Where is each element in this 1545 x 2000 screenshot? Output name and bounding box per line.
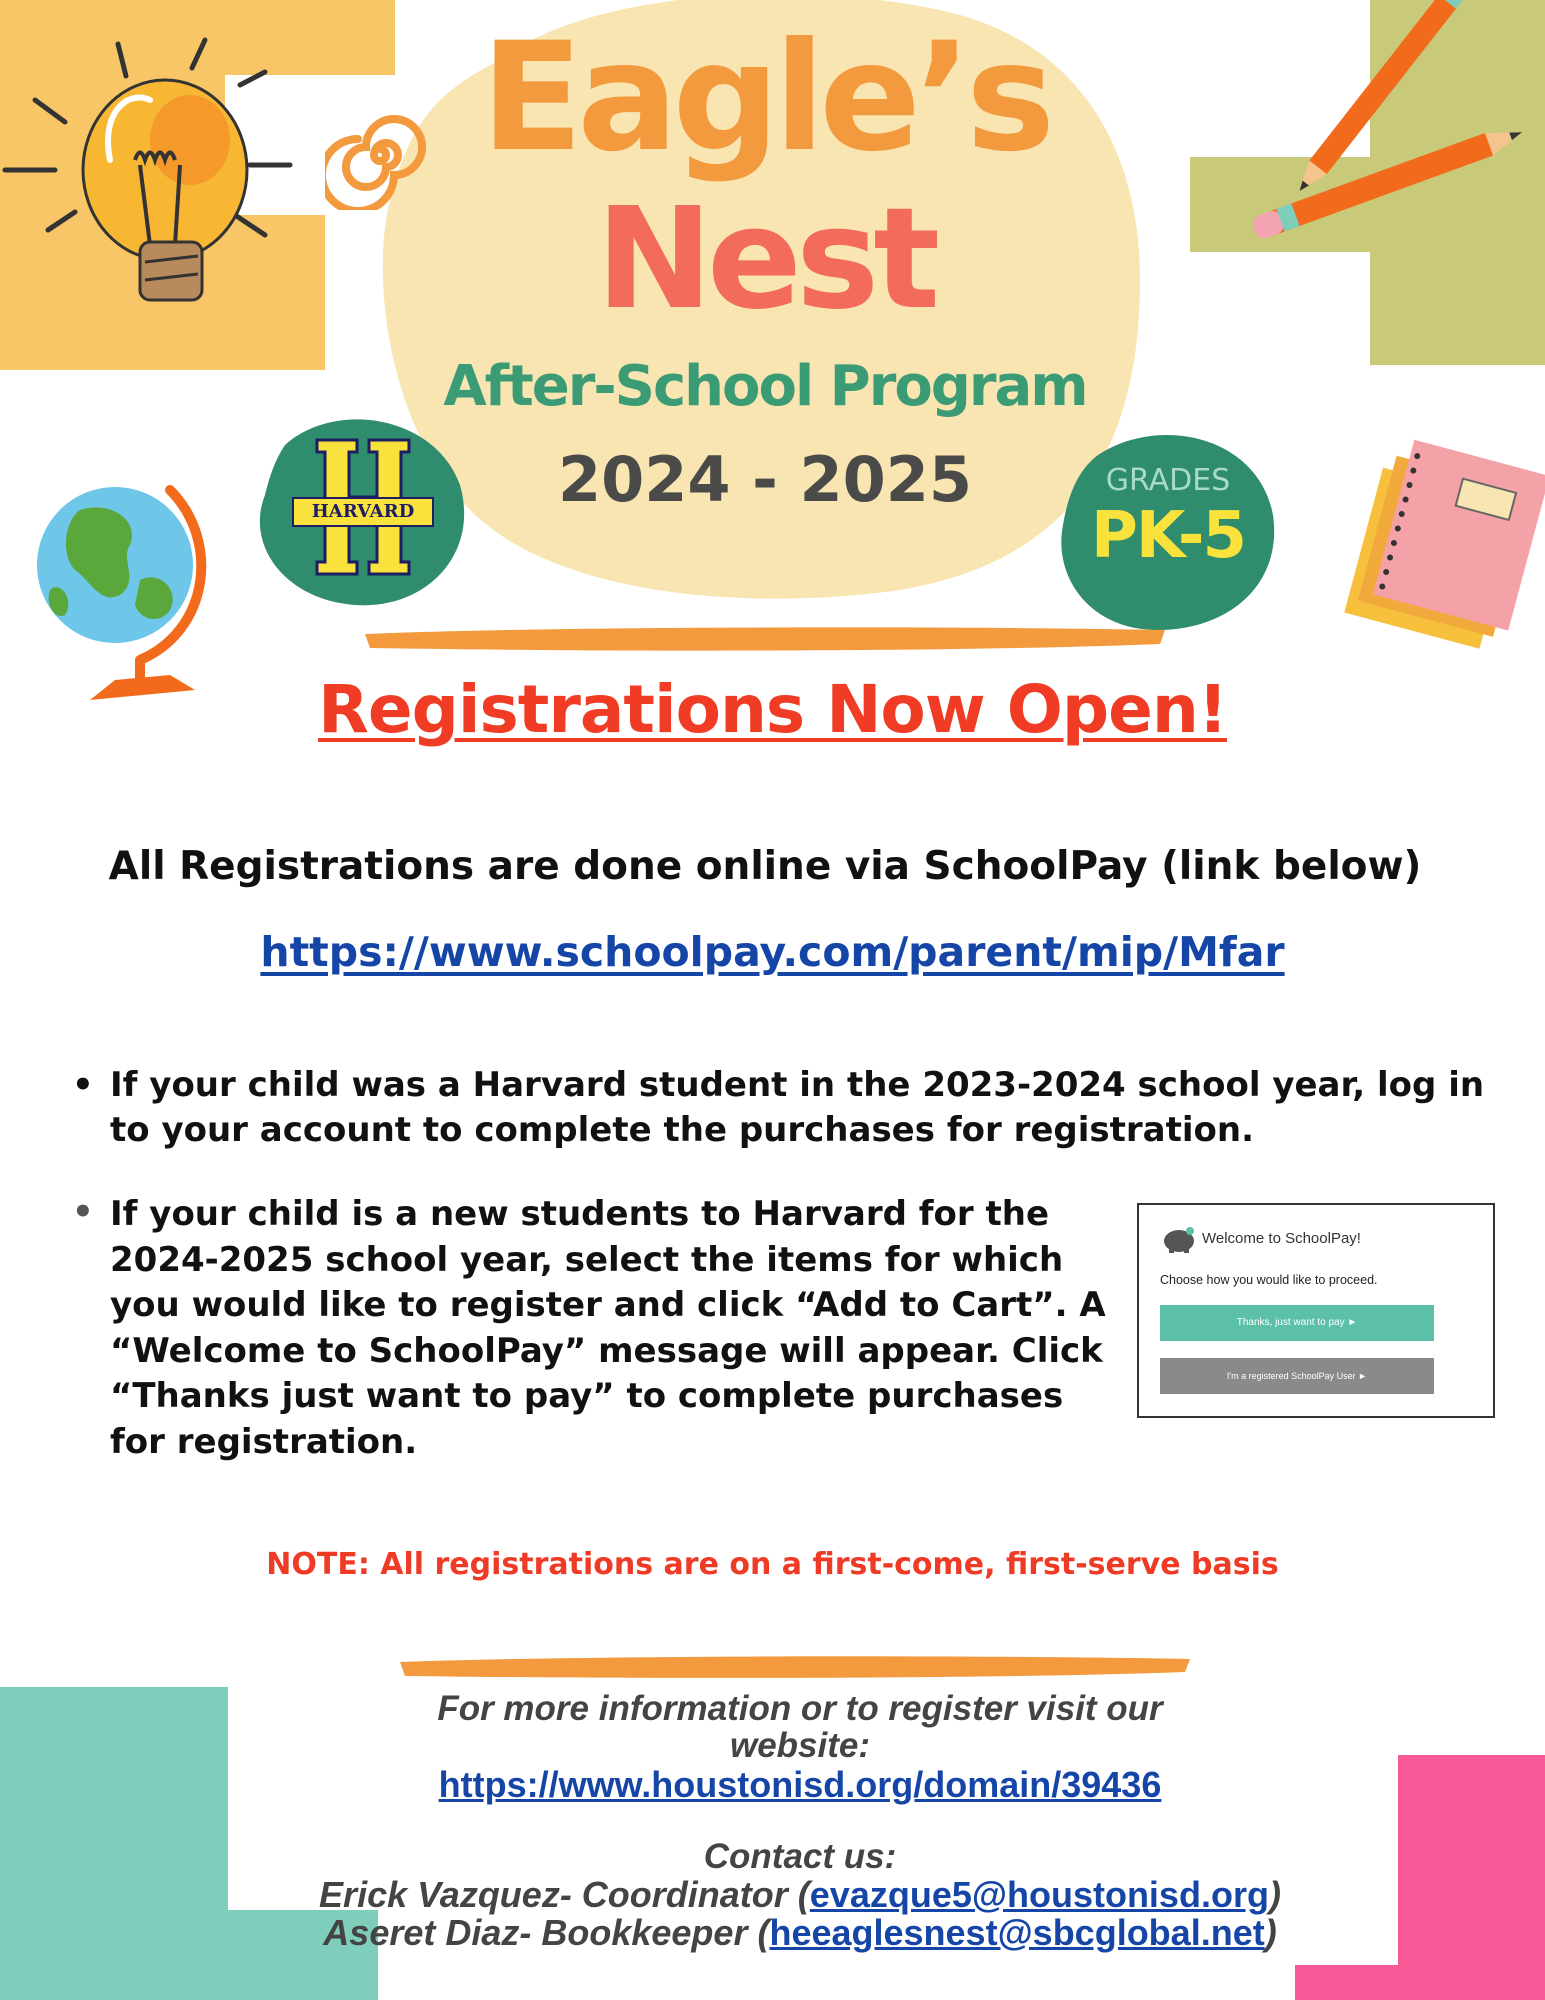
- bullet-returning-student: If your child was a Harvard student in the 2023-2024 school year, log in to your account to complete the purchases for registration.: [110, 1065, 1485, 1150]
- dialog-subtitle: Choose how you would like to proceed.: [1160, 1273, 1378, 1287]
- schoolpay-link[interactable]: https://www.schoolpay.com/parent/mip/Mfar: [260, 928, 1285, 976]
- registrations-headline: Registrations Now Open!: [318, 671, 1227, 748]
- bullet-new-student: If your child is a new students to Harvard for the 2024-2025 school year, select the items for which you would like to register and click “Add to Cart”. A “Welcome to SchoolPay” message will appear. Click “Thanks just want to pay” to complete purchases for registration.: [110, 1194, 1106, 1462]
- program-subtitle: After-School Program: [443, 354, 1087, 419]
- bullet-dot: •: [72, 1192, 94, 1232]
- info-text-website: website:: [729, 1726, 871, 1765]
- lightbulb-icon: [0, 30, 300, 350]
- first-come-note: NOTE: All registrations are on a first-come, first-serve basis: [266, 1547, 1279, 1582]
- contact-bookkeeper: [250, 1914, 1350, 1952]
- decor-teal-block: [0, 1687, 228, 2000]
- contact-coordinator: [250, 1876, 1350, 1914]
- bookkeeper-email-link[interactable]: heeaglesnest@sbcglobal.net: [769, 1912, 1265, 1953]
- harvard-label: HARVARD: [292, 497, 434, 527]
- pencils-icon: [1235, 0, 1545, 240]
- decor-pink-block: [1295, 1965, 1405, 2000]
- paren-close: ): [1268, 1874, 1281, 1915]
- grades-value: PK-5: [1090, 499, 1246, 573]
- coordinator-email-link[interactable]: evazque5@houstonisd.org: [809, 1874, 1269, 1915]
- coordinator-name: Erick Vazquez- Coordinator (: [319, 1874, 810, 1915]
- divider-brush-stroke: [360, 622, 1170, 656]
- grades-badge: [1058, 425, 1278, 635]
- intro-text: All Registrations are done online via SchoolPay (link below): [108, 844, 1422, 889]
- piggy-bank-icon: [1160, 1223, 1198, 1253]
- title-nest: Nest: [595, 178, 935, 341]
- grades-label: GRADES: [1105, 463, 1231, 498]
- just-pay-button[interactable]: Thanks, just want to pay ►: [1160, 1305, 1434, 1341]
- schoolpay-dialog: [1137, 1203, 1495, 1418]
- contact-heading: Contact us:: [703, 1837, 897, 1876]
- dialog-title: Welcome to SchoolPay!: [1202, 1230, 1361, 1247]
- school-year: 2024 - 2025: [557, 443, 973, 516]
- bookkeeper-name: Aseret Diaz- Bookkeeper (: [323, 1912, 770, 1953]
- notebooks-icon: [1340, 415, 1545, 665]
- paren-close: ): [1264, 1912, 1277, 1953]
- website-link[interactable]: https://www.houstonisd.org/domain/39436: [438, 1764, 1162, 1805]
- divider-brush-stroke: [395, 1652, 1195, 1682]
- decor-pink-block: [1398, 1755, 1545, 2000]
- registered-user-button[interactable]: I'm a registered SchoolPay User ►: [1160, 1358, 1434, 1394]
- harvard-logo: [255, 405, 470, 615]
- bullet-dot: •: [72, 1065, 94, 1105]
- title-eagles: Eagle’s: [480, 11, 1050, 185]
- info-text: For more information or to register visit our: [437, 1689, 1163, 1728]
